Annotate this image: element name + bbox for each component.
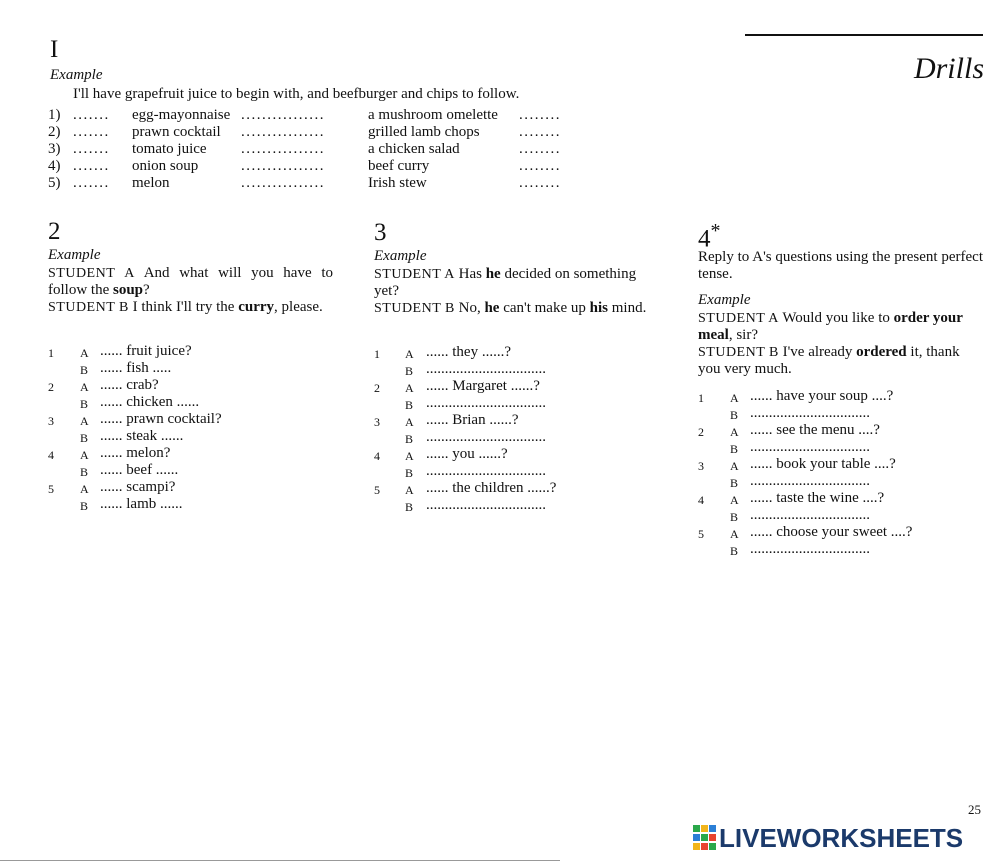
drill-1-number: I [50,36,59,63]
drill3-a-label: A [405,483,415,497]
drill2-a-line: ...... melon? [100,445,171,461]
drill-1-dots: ................ [241,107,325,123]
drill4-b-line: ................................ [750,473,870,489]
drill4-b-line: ................................ [750,541,870,557]
drill-1-dots: ........ [519,141,561,157]
drill3-item-number: 4 [374,449,381,463]
drill-2-b-post: , please. [274,299,323,315]
drill3-b-line: ................................ [426,429,546,445]
drill-1-item-number: 5) [48,175,61,191]
drill-2-a-post: ? [143,282,150,298]
drill3-a-line: ...... Brian ......? [426,412,519,428]
drill-3-b-pre: No, [458,300,481,316]
drill-1-starter: onion soup [132,158,199,174]
drill-4-b-pre: I've already [782,344,853,360]
page-title: Drills [913,52,984,85]
drill2-b-label: B [80,397,89,411]
drill-4-star: * [710,220,721,242]
drill3-a-label: A [405,347,415,361]
drill2-a-label: A [80,380,90,394]
page-number: 25 [968,802,981,817]
drill-1-dots: ................ [241,141,325,157]
drill4-b-line: ................................ [750,439,870,455]
drill-4-a-bold: order your meal [698,310,963,343]
drill-2-student-b [48,299,333,316]
drill-1-starter: tomato juice [132,141,207,157]
drill-1-dots: ....... [73,124,110,140]
drill4-item-number: 5 [698,527,705,541]
drill3-a-line: ...... you ......? [426,446,508,462]
drill3-a-label: A [405,415,415,429]
drill2-item-number: 1 [48,346,55,360]
drill3-item-number: 2 [374,381,381,395]
drill-4-student-a [698,310,983,344]
drill3-b-line: ................................ [426,497,546,513]
student-b-label: STUDENT B [48,300,129,315]
drill-1-dots: ........ [519,175,561,191]
drill-2-student-a [48,265,333,299]
drill4-a-label: A [730,425,740,439]
drill2-b-label: B [80,431,89,445]
drill2-item-number: 5 [48,482,55,496]
student-a-label: STUDENT A [48,266,135,281]
drill3-b-label: B [405,500,414,514]
brand-name: LIVEWORKSHEETS [719,822,964,853]
drill4-a-label: A [730,459,740,473]
drill-1-dots: ....... [73,141,110,157]
brand-grid-icon [693,825,717,851]
drill3-b-line: ................................ [426,361,546,377]
drill2-b-line: ...... chicken ...... [100,394,200,410]
drill-1-starter: egg-mayonnaise [132,107,231,123]
brand-logo [693,823,963,853]
drill-4-a-post: , sir? [728,327,758,343]
drill2-a-label: A [80,414,90,428]
drill-4-instruction: Reply to A's questions using the present perfect tense. [698,249,983,282]
drill4-a-line: ...... choose your sweet ....? [750,524,913,540]
drill3-b-line: ................................ [426,395,546,411]
drill-2-a-text: And what will you have to follow the [48,265,333,298]
drill4-a-line: ...... have your soup ....? [750,388,894,404]
student-b-label: STUDENT B [374,301,455,316]
drill2-a-label: A [80,346,90,360]
drill-4-b-bold: ordered [856,344,907,360]
drill-2-b-bold: curry [238,299,275,315]
drill3-b-label: B [405,364,414,378]
student-a-label: STUDENT A [698,311,779,326]
drill-4-b-post: it, thank you very much. [698,344,960,377]
drill-3-student-a [374,266,659,300]
drill2-a-line: ...... crab? [100,377,159,393]
drill4-b-line: ................................ [750,405,870,421]
drill4-a-line: ...... taste the wine ....? [750,490,885,506]
drill-1-dots: ........ [519,107,561,123]
drill4-b-label: B [730,476,739,490]
drill2-b-line: ...... steak ...... [100,428,184,444]
drill-2-a-bold: soup [113,282,144,298]
drill-1-dots: ................ [241,124,325,140]
drill2-a-line: ...... fruit juice? [100,343,192,359]
drill-1-item-number: 1) [48,107,61,123]
drill-3-b-mid: can't make up [503,300,586,316]
drill-3-a-bold: he [485,266,501,282]
drill2-a-line: ...... prawn cocktail? [100,411,222,427]
drill-1-main: grilled lamb chops [368,124,480,140]
drill4-a-label: A [730,493,740,507]
drill4-b-line: ................................ [750,507,870,523]
drill-3-b-bold2: his [589,300,608,316]
drill-1-item-number: 4) [48,158,61,174]
drill-3-example-label: Example [374,248,427,264]
drill4-item-number: 4 [698,493,705,507]
bottom-rule [0,860,560,861]
drill2-item-number: 4 [48,448,55,462]
drill-1-main: beef curry [368,158,430,174]
drill2-a-line: ...... scampi? [100,479,176,495]
drill-1-starter: melon [132,175,170,191]
drill4-b-label: B [730,544,739,558]
drill-3-number: 3 [374,219,387,246]
drill4-a-line: ...... book your table ....? [750,456,896,472]
drill4-b-label: B [730,510,739,524]
drill3-a-label: A [405,381,415,395]
drill4-b-label: B [730,408,739,422]
drill4-item-number: 1 [698,391,705,405]
drill3-item-number: 3 [374,415,381,429]
drill2-b-label: B [80,499,89,513]
drill-2-number: 2 [48,218,61,245]
drill-4-example-label: Example [698,292,751,308]
drill2-b-label: B [80,363,89,377]
drill-3-a-post: decided on something yet? [374,266,637,299]
drill-1-dots: ................ [241,175,325,191]
drill-4-number [698,219,721,251]
drill-3-student-b [374,300,659,317]
drill-1-dots: ....... [73,107,110,123]
drill2-b-label: B [80,465,89,479]
drill-1-dots: ........ [519,124,561,140]
drill4-b-label: B [730,442,739,456]
drill-1-main: a chicken salad [368,141,460,157]
drill-4-a-pre: Would you like to [782,310,890,326]
drill-1-item-number: 2) [48,124,61,140]
drill3-item-number: 1 [374,347,381,361]
drill3-a-line: ...... they ......? [426,344,511,360]
drill3-b-label: B [405,432,414,446]
drill-1-dots: ................ [241,158,325,174]
drill-1-main: a mushroom omelette [368,107,498,123]
drill-1-dots: ........ [519,158,561,174]
student-b-label: STUDENT B [698,345,779,360]
student-a-label: STUDENT A [374,267,455,282]
drill2-item-number: 3 [48,414,55,428]
drill3-b-label: B [405,466,414,480]
drill-1-main: Irish stew [368,175,427,191]
drill4-a-label: A [730,391,740,405]
drill4-a-line: ...... see the menu ....? [750,422,880,438]
drill3-b-line: ................................ [426,463,546,479]
drill2-b-line: ...... lamb ...... [100,496,183,512]
drill2-item-number: 2 [48,380,55,394]
drill-1-starter: prawn cocktail [132,124,221,140]
drill4-item-number: 2 [698,425,705,439]
drill2-a-label: A [80,482,90,496]
drill-4-student-b [698,344,983,378]
drill-2-b-text: I think I'll try the [132,299,235,315]
drill-1-dots: ....... [73,158,110,174]
drill3-item-number: 5 [374,483,381,497]
drill-3-b-post: mind. [611,300,647,316]
drill3-b-label: B [405,398,414,412]
drill3-a-label: A [405,449,415,463]
drill-4-number-text: 4 [698,225,711,253]
drill2-b-line: ...... fish ..... [100,360,172,376]
drill-1-item-number: 3) [48,141,61,157]
drill4-a-label: A [730,527,740,541]
drill-1-example-text: I'll have grapefruit juice to begin with, and beefburger and chips to follow. [73,86,520,102]
drill2-a-label: A [80,448,90,462]
drill-3-b-bold: he [484,300,500,316]
drill2-b-line: ...... beef ...... [100,462,179,478]
drill4-item-number: 3 [698,459,705,473]
drill3-a-line: ...... the children ......? [426,480,557,496]
drill-1-example-label: Example [50,67,103,83]
drill-2-example-label: Example [48,247,101,263]
header-rule [745,34,983,36]
drill-3-a-pre: Has [458,266,482,282]
drill3-a-line: ...... Margaret ......? [426,378,540,394]
drill-1-dots: ....... [73,175,110,191]
